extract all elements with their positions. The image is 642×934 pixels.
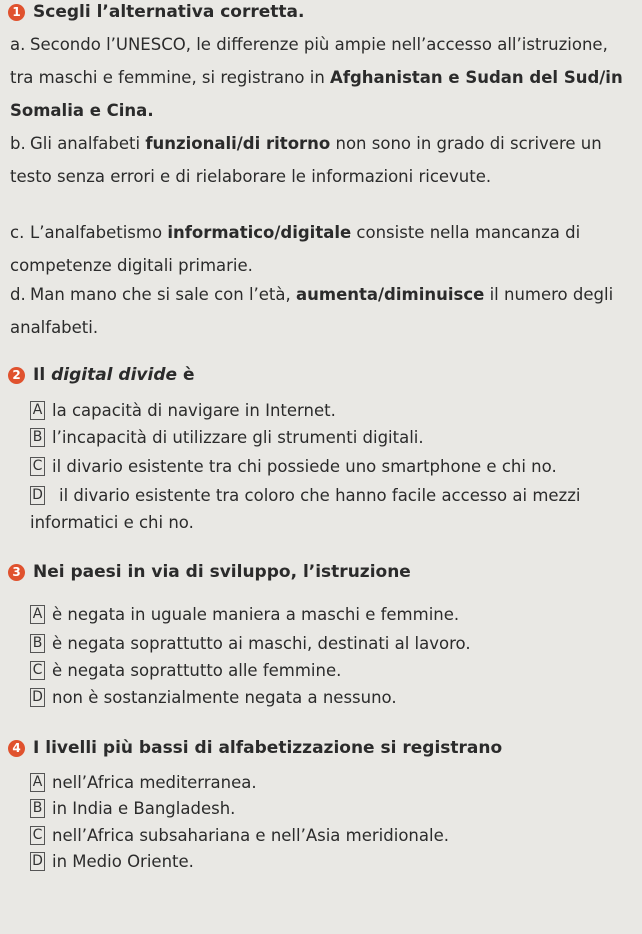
statement-b — [10, 127, 630, 193]
option-letter-box[interactable]: B — [30, 428, 45, 447]
statement-choice[interactable]: informatico/digitale — [167, 223, 352, 242]
statement-choice[interactable]: aumenta/diminuisce — [296, 285, 485, 304]
option-text: non è sostanzialmente negata a nessuno. — [52, 688, 397, 707]
statement-a — [10, 28, 630, 127]
option-text: in Medio Oriente. — [52, 852, 194, 871]
statement-label: b. — [10, 134, 26, 153]
statement-choice[interactable]: funzionali/di ritorno — [145, 134, 331, 153]
statement-text-end: non sono in grado di scrivere un testo senza errori e di rielaborare le informazioni ricevute. — [10, 134, 602, 186]
statement-text: Man mano che si sale con l’età, — [30, 285, 296, 304]
statement-text: L’analfabetismo — [30, 223, 168, 242]
option-letter-box[interactable]: A — [30, 773, 45, 792]
question-number-badge: 1 — [8, 4, 25, 21]
option-2-a[interactable] — [30, 397, 630, 424]
statement-text-end: consiste nella mancanza di competenze digitali primarie. — [10, 223, 581, 275]
option-text: in India e Bangladesh. — [52, 799, 236, 818]
question-number-badge: 2 — [8, 367, 25, 384]
question-number-badge: 3 — [8, 564, 25, 581]
statement-text: Secondo l’UNESCO, le differenze più ampie nell’accesso all’istruzione, tra maschi e femmine, si registrano in — [10, 35, 608, 87]
question-number-badge: 4 — [8, 740, 25, 757]
statement-text-end: il numero degli analfabeti. — [10, 285, 614, 337]
option-letter-box[interactable]: D — [30, 486, 45, 505]
statement-label: c. — [10, 223, 25, 242]
option-text: la capacità di navigare in Internet. — [52, 401, 336, 420]
question-4-title: I livelli più bassi di alfabetizzazione si registrano — [33, 738, 503, 758]
option-letter-box[interactable]: B — [30, 799, 45, 818]
statement-d — [10, 278, 630, 344]
option-letter-box[interactable]: C — [30, 826, 45, 845]
statement-label: d. — [10, 285, 26, 304]
option-2-c[interactable] — [30, 453, 630, 480]
question-2-heading — [8, 365, 194, 385]
option-3-d[interactable] — [30, 684, 630, 711]
statement-label: a. — [10, 35, 26, 54]
option-text: l’incapacità di utilizzare gli strumenti digitali. — [52, 428, 424, 447]
statement-text: Gli analfabeti — [30, 134, 146, 153]
question-3-heading — [8, 562, 411, 582]
statement-c — [10, 216, 630, 282]
option-letter-box[interactable]: A — [30, 605, 45, 624]
option-3-b[interactable] — [30, 630, 630, 657]
question-1-heading — [8, 2, 304, 22]
option-text: è negata in uguale maniera a maschi e femmine. — [52, 605, 460, 624]
question-1-title: Scegli l’alternativa corretta. — [33, 2, 305, 22]
question-3-title: Nei paesi in via di sviluppo, l’istruzione — [33, 562, 411, 582]
option-text: è negata soprattutto ai maschi, destinati al lavoro. — [52, 634, 471, 653]
option-2-b[interactable] — [30, 424, 630, 451]
option-4-d[interactable] — [30, 848, 630, 875]
option-text: il divario esistente tra chi possiede uno smartphone e chi no. — [52, 457, 557, 476]
option-3-a[interactable] — [30, 601, 630, 628]
option-text: il divario esistente tra coloro che hanno facile accesso ai mezzi informatici e chi no. — [30, 486, 581, 532]
option-4-b[interactable] — [30, 795, 630, 822]
option-letter-box[interactable]: D — [30, 688, 45, 707]
question-2-title — [33, 365, 194, 385]
title-emphasis: digital divide — [51, 365, 178, 385]
question-4-heading — [8, 738, 502, 758]
title-text-end: è — [177, 365, 195, 385]
option-text: nell’Africa subsahariana e nell’Asia meridionale. — [52, 826, 449, 845]
option-letter-box[interactable]: C — [30, 457, 45, 476]
statement-choice[interactable]: Afghanistan e Sudan del Sud/in Somalia e Cina. — [10, 68, 623, 120]
option-letter-box[interactable]: B — [30, 634, 45, 653]
option-4-a[interactable] — [30, 769, 630, 796]
title-text: Il — [33, 365, 52, 385]
option-text: nell’Africa mediterranea. — [52, 773, 257, 792]
option-letter-box[interactable]: D — [30, 852, 45, 871]
option-3-c[interactable] — [30, 657, 630, 684]
option-4-c[interactable] — [30, 822, 630, 849]
option-letter-box[interactable]: A — [30, 401, 45, 420]
option-text: è negata soprattutto alle femmine. — [52, 661, 342, 680]
option-letter-box[interactable]: C — [30, 661, 45, 680]
option-2-d[interactable] — [30, 482, 630, 536]
